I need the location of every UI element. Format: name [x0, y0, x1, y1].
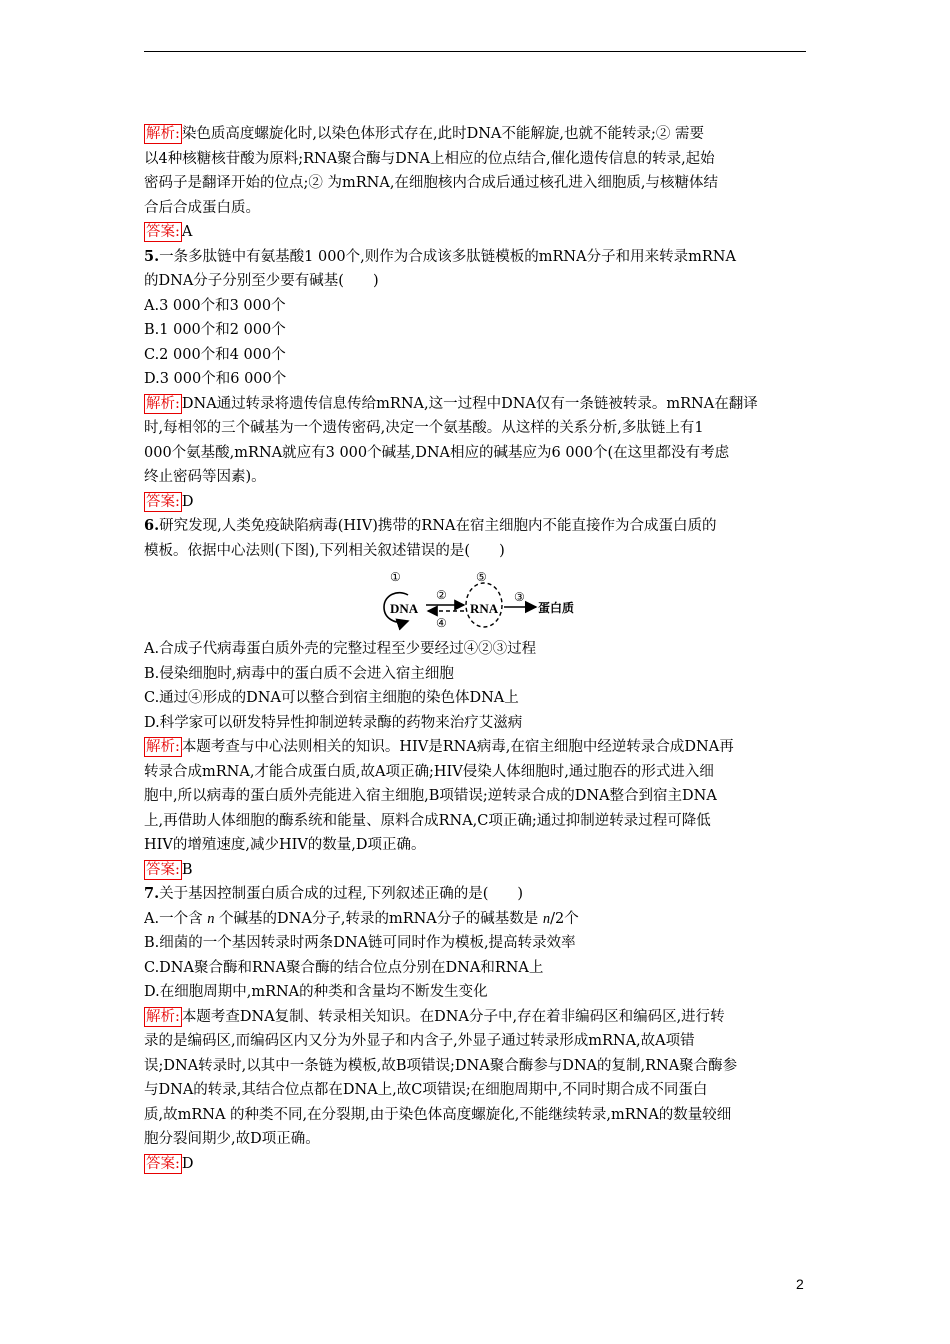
q4-analysis-line-3: 密码子是翻译开始的位点;② 为mRNA,在细胞核内合成后通过核孔进入细胞质,与核糖体结	[144, 175, 719, 191]
label-5: ⑤	[476, 570, 487, 584]
q7-analysis-line-6: 胞分裂间期少,故D项正确。	[144, 1131, 320, 1147]
q6-option-a: A.合成子代病毒蛋白质外壳的完整过程至少要经过④②③过程	[144, 641, 537, 657]
q4-answer: 答案: A	[146, 224, 193, 240]
q6-stem-line-2: 模板。依据中心法则(下图),下列相关叙述错误的是( )	[144, 542, 505, 559]
central-dogma-svg	[376, 567, 586, 637]
q4-analysis-line-2: 以4种核糖核苷酸为原料;RNA聚合酶与DNA上相应的位点结合,催化遗传信息的转录,起始	[144, 150, 715, 167]
rna-node: RNA	[470, 601, 499, 616]
central-dogma-diagram	[144, 567, 808, 637]
label-2: ②	[436, 588, 447, 602]
question-number: 6.	[144, 517, 160, 534]
q6-analysis-line-2: 转录合成mRNA,才能合成蛋白质,故A项正确;HIV侵染人体细胞时,通过胞吞的形式进入细	[144, 763, 714, 780]
q7-stem: 7.关于基因控制蛋白质合成的过程,下列叙述正确的是( )	[144, 885, 524, 902]
answer-tag: 答案:	[146, 224, 180, 240]
q7-option-a: A.一个含 n 个碱基的DNA分子,转录的mRNA分子的碱基数是 n/2个	[144, 910, 579, 927]
q7-option-b: B.细菌的一个基因转录时两条DNA链可同时作为模板,提高转录效率	[144, 935, 576, 951]
analysis-tag: 解析:	[146, 1008, 180, 1025]
q4-analysis-line-4: 合后合成蛋白质。	[144, 199, 260, 216]
protein-node: 蛋白质	[538, 601, 575, 615]
q7-option-d: D.在细胞周期中,mRNA的种类和含量均不断发生变化	[144, 984, 488, 1000]
q5-option-b: B.1 000个和2 000个	[144, 322, 286, 338]
q5-option-c: C.2 000个和4 000个	[144, 346, 286, 363]
q6-option-b: B.侵染细胞时,病毒中的蛋白质不会进入宿主细胞	[144, 665, 454, 682]
header-rule	[144, 51, 806, 52]
q7-answer: 答案: D	[146, 1155, 194, 1172]
q6-option-c: C.通过④形成的DNA可以整合到宿主细胞的染色体DNA上	[144, 690, 519, 706]
q6-option-d: D.科学家可以研发特异性抑制逆转录酶的药物来治疗艾滋病	[144, 714, 523, 731]
q4-analysis-line-1: 解析: 染色质高度螺旋化时,以染色体形式存在,此时DNA不能解旋,也就不能转录;② 需要	[146, 126, 704, 142]
question-number: 5.	[144, 247, 160, 265]
label-4: ④	[436, 616, 447, 630]
analysis-tag: 解析:	[146, 395, 180, 412]
answer-tag: 答案:	[146, 493, 180, 510]
q6-analysis-line-5: HIV的增殖速度,减少HIV的数量,D项正确。	[144, 837, 426, 853]
q5-analysis-line-2: 时,每相邻的三个碱基为一个遗传密码,决定一个氨基酸。从这样的关系分析,多肽链上有1	[144, 420, 704, 436]
page-number: 2	[796, 1276, 804, 1292]
q5-option-a: A.3 000个和3 000个	[144, 297, 286, 314]
q7-option-c: C.DNA聚合酶和RNA聚合酶的结合位点分别在DNA和RNA上	[144, 959, 544, 976]
q5-analysis-line-3: 000个氨基酸,mRNA就应有3 000个碱基,DNA相应的碱基应为6 000个(在这里都没有考虑	[144, 444, 730, 461]
q7-analysis-line-1: 解析: 本题考查DNA复制、转录相关知识。在DNA分子中,存在着非编码区和编码区,进行转	[146, 1008, 725, 1025]
q7-analysis-line-3: 误;DNA转录时,以其中一条链为模板,故B项错误;DNA聚合酶参与DNA的复制,RNA聚合酶参	[144, 1057, 738, 1074]
q5-analysis-line-4: 终止密码等因素)。	[144, 469, 266, 485]
q5-option-d: D.3 000个和6 000个	[144, 371, 287, 387]
q7-analysis-line-2: 录的是编码区,而编码区内又分为外显子和内含子,外显子通过转录形成mRNA,故A项错	[144, 1033, 695, 1049]
q7-analysis-line-4: 与DNA的转录,其结合位点都在DNA上,故C项错误;在细胞周期中,不同时期合成不同蛋白	[144, 1082, 708, 1098]
page-content	[144, 122, 808, 1176]
q5-answer: 答案: D	[146, 493, 194, 510]
q5-analysis-line-1: 解析: DNA通过转录将遗传信息传给mRNA,这一过程中DNA仅有一条链被转录。mRNA在翻译	[146, 395, 758, 412]
q6-answer: 答案: B	[146, 861, 193, 878]
label-1: ①	[390, 570, 401, 584]
q5-stem-line-1: 5.一条多肽链中有氨基酸1 000个,则作为合成该多肽链模板的mRNA分子和用来转录mRNA	[144, 247, 736, 265]
q6-stem-line-1: 6.研究发现,人类免疫缺陷病毒(HIV)携带的RNA在宿主细胞内不能直接作为合成蛋白质的	[144, 517, 717, 534]
question-number: 7.	[144, 885, 160, 902]
answer-tag: 答案:	[146, 861, 180, 878]
analysis-tag: 解析:	[146, 739, 180, 755]
answer-tag: 答案:	[146, 1155, 180, 1172]
analysis-tag: 解析:	[146, 126, 180, 142]
q5-stem-line-2: 的DNA分子分别至少要有碱基( )	[144, 273, 379, 289]
q6-analysis-line-1: 解析: 本题考查与中心法则相关的知识。HIV是RNA病毒,在宿主细胞中经逆转录合成DNA再	[146, 739, 734, 755]
q6-analysis-line-3: 胞中,所以病毒的蛋白质外壳能进入宿主细胞,B项错误;逆转录合成的DNA整合到宿主DNA	[144, 788, 717, 804]
dna-node: DNA	[390, 601, 419, 616]
label-3: ③	[514, 590, 525, 604]
q7-analysis-line-5: 质,故mRNA 的种类不同,在分裂期,由于染色体高度螺旋化,不能继续转录,mRNA的数量较细	[144, 1106, 732, 1123]
q6-analysis-line-4: 上,再借助人体细胞的酶系统和能量、原料合成RNA,C项正确;通过抑制逆转录过程可降低	[144, 812, 711, 829]
